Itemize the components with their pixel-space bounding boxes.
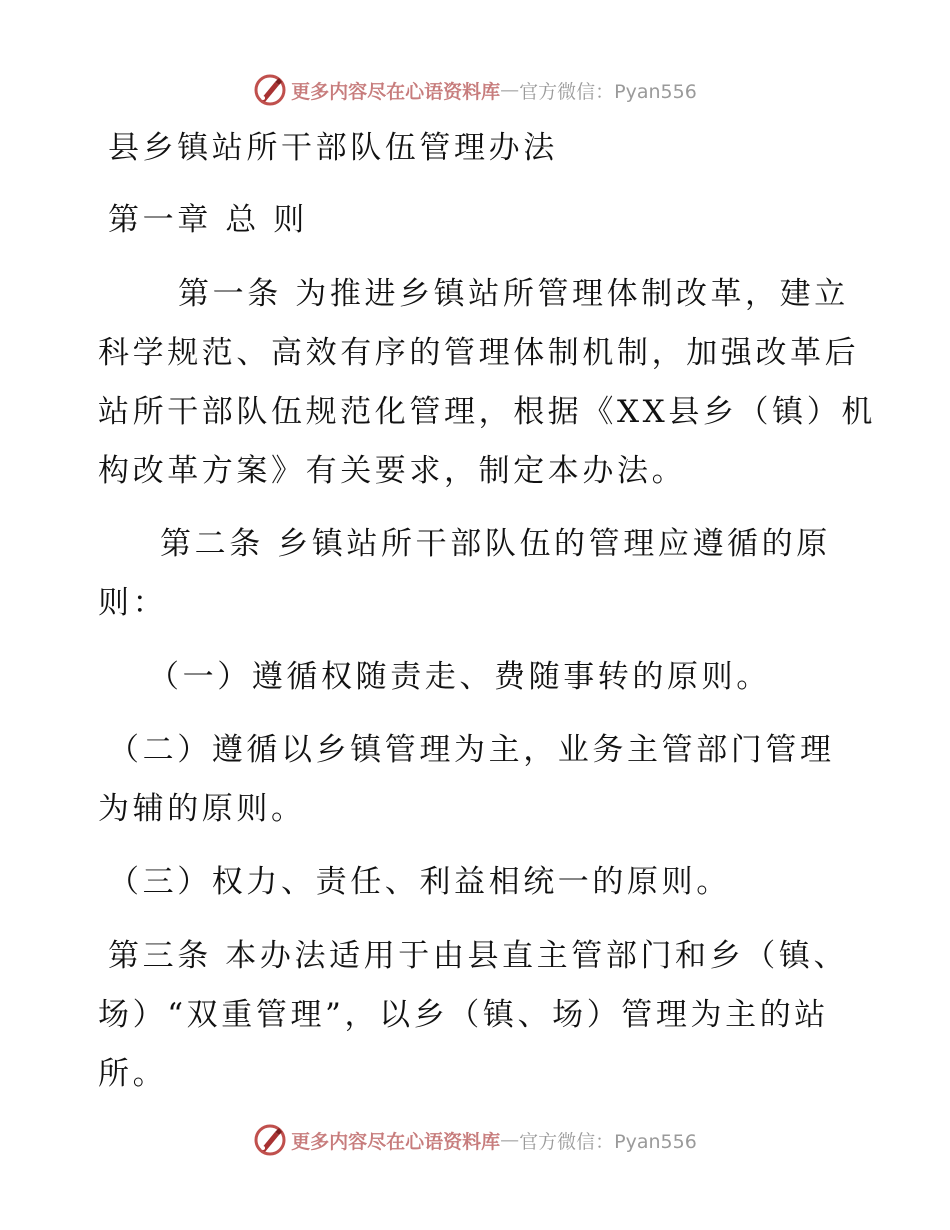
watermark-text: 更多内容尽在心语资料库 [291,80,501,103]
pen-circle-logo-icon [253,73,287,107]
principle-1: （一）遵循权随责走、费随事转的原则。 [148,659,771,695]
article-3-line-1: 第三条 本办法适用于由县直主管部门和乡（镇、 [108,938,849,974]
article-2-line-1: 第二条 乡镇站所干部队伍的管理应遵循的原 [160,526,831,562]
document-title: 县乡镇站所干部队伍管理办法 [108,130,558,166]
watermark-wechat: 官方微信：Pyan556 [519,80,697,103]
article-1-line-2: 科学规范、高效有序的管理体制机制，加强改革后 [98,335,860,371]
principle-3: （三）权力、责任、利益相统一的原则。 [108,864,731,900]
watermark-text: 更多内容尽在心语资料库 [291,1130,501,1153]
article-3-line-2: 场）“双重管理”，以乡（镇、场）管理为主的站 [98,997,829,1033]
article-1-line-1: 第一条 为推进乡镇站所管理体制改革，建立 [178,276,849,312]
principle-2-line-1: （二）遵循以乡镇管理为主，业务主管部门管理 [108,732,835,768]
article-1-line-3: 站所干部队伍规范化管理，根据《XX县乡（镇）机 [98,394,876,430]
header-watermark [0,70,950,110]
watermark-wechat: 官方微信：Pyan556 [519,1130,697,1153]
pen-circle-logo-icon [253,1123,287,1157]
chapter-heading: 第一章 总 则 [108,202,308,238]
footer-watermark [0,1120,950,1160]
watermark-dash: — [500,79,520,101]
watermark-dash: — [500,1129,520,1151]
principle-2-line-2: 为辅的原则。 [98,791,306,827]
article-2-line-2: 则： [98,585,168,621]
article-3-line-3: 所。 [98,1056,168,1092]
article-1-line-4: 构改革方案》有关要求，制定本办法。 [98,453,687,489]
